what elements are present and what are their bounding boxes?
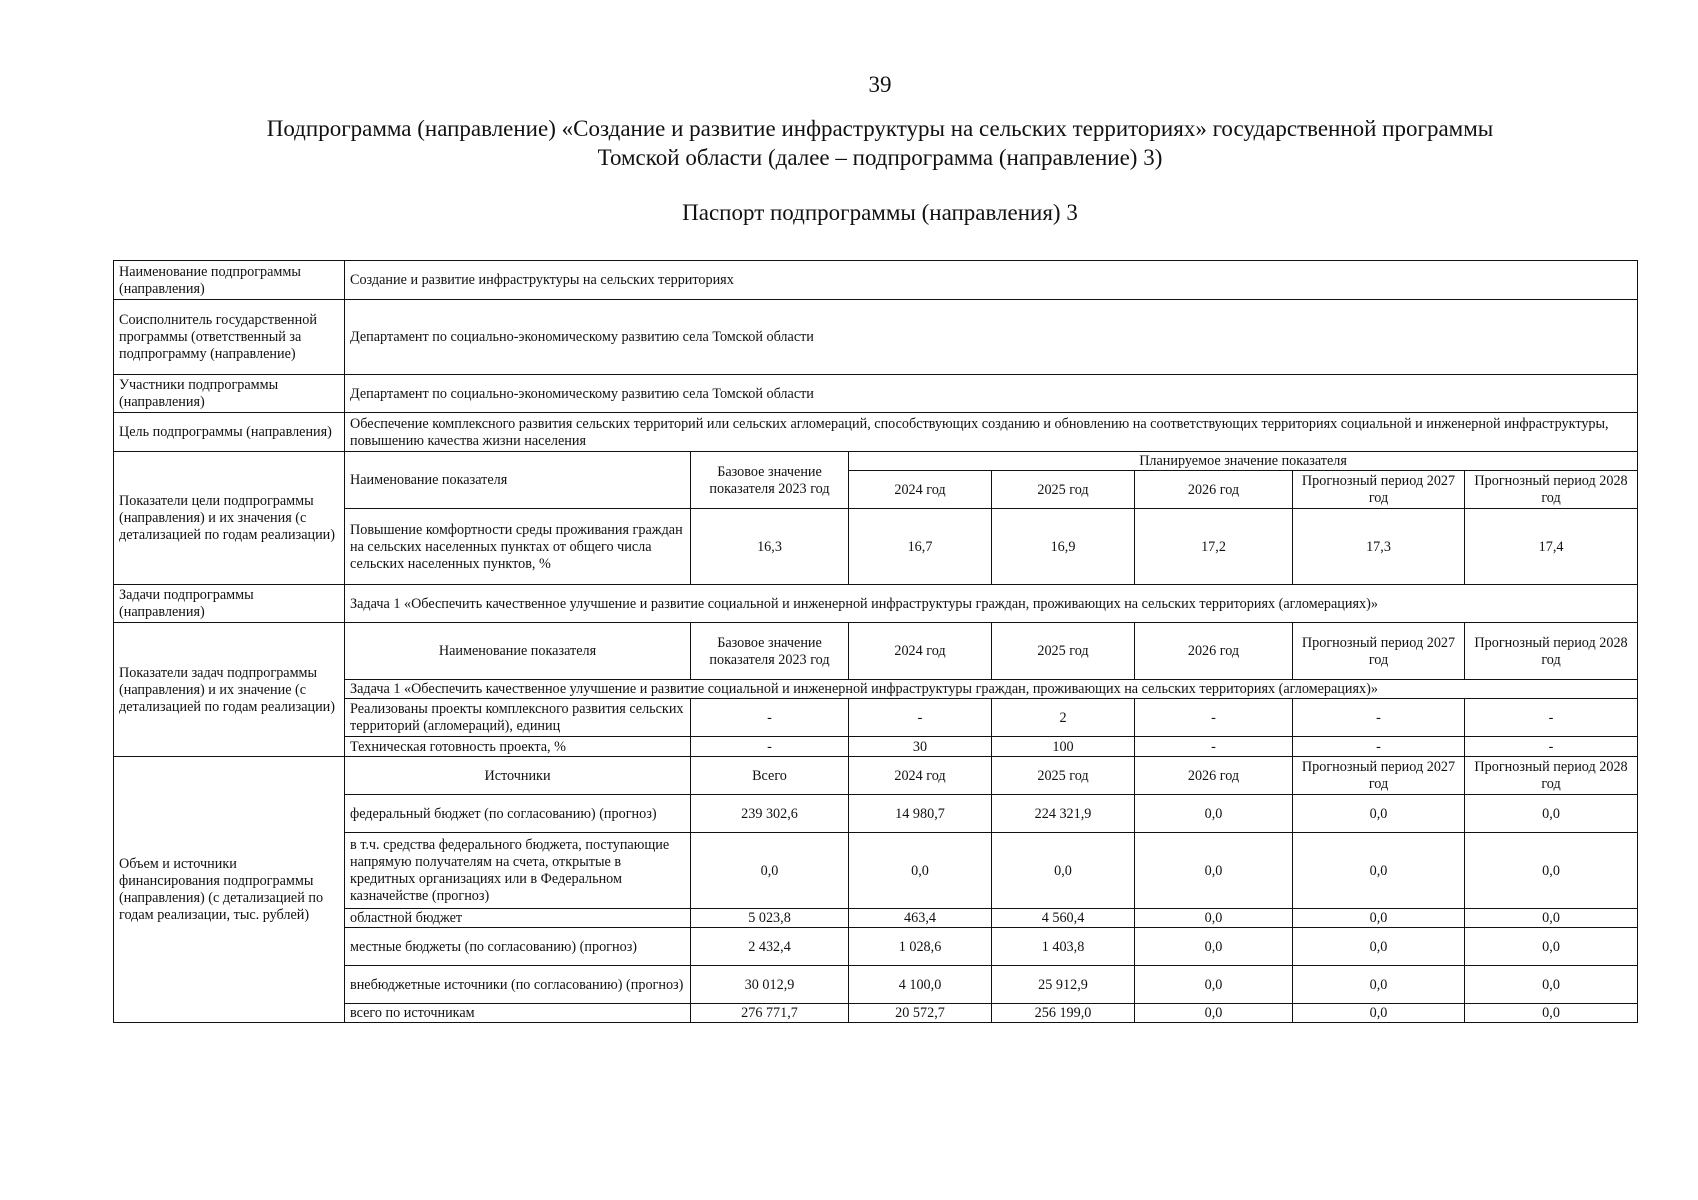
goal-indicators-header-row-1: [114, 452, 1638, 471]
task-ind-header-2028: Прогнозный период 2028 год: [1465, 623, 1638, 680]
fin-header-2026: 2026 год: [1135, 757, 1293, 795]
label-task-indicators: Показатели задач подпрограммы (направления) и их значение (с детализацией по годам реализации): [114, 623, 345, 757]
passport-table: [113, 260, 1638, 1023]
fin-2028: 0,0: [1465, 833, 1638, 909]
task-ind-header-2027: Прогнозный период 2027 год: [1293, 623, 1465, 680]
task-ind-name: Реализованы проекты комплексного развития сельских территорий (агломераций), единиц: [345, 699, 691, 737]
task-ind-2025: 100: [992, 737, 1135, 757]
fin-2025: 25 912,9: [992, 966, 1135, 1004]
fin-2027: 0,0: [1293, 909, 1465, 928]
label-goal-indicators: Показатели цели подпрограммы (направления) и их значения (с детализацией по годам реализации): [114, 452, 345, 585]
label-financing: Объем и источники финансирования подпрограммы (направления) (с детализацией по годам реализации, тыс. рублей): [114, 757, 345, 1023]
fin-2024: 4 100,0: [849, 966, 992, 1004]
fin-total: 0,0: [691, 833, 849, 909]
task-ind-header-2024: 2024 год: [849, 623, 992, 680]
fin-total: 239 302,6: [691, 795, 849, 833]
fin-2027: 0,0: [1293, 928, 1465, 966]
fin-2024: 20 572,7: [849, 1004, 992, 1023]
fin-2027: 0,0: [1293, 795, 1465, 833]
goal-ind-name: Повышение комфортности среды проживания граждан на сельских населенных пунктах от общего числа сельских населенных пунктов, %: [345, 509, 691, 585]
fin-total: 276 771,7: [691, 1004, 849, 1023]
fin-2025: 1 403,8: [992, 928, 1135, 966]
task-ind-task-text: Задача 1 «Обеспечить качественное улучшение и развитие социальной и инженерной инфраструктуры граждан, проживающих на сельских территориях (агломерациях)»: [345, 680, 1638, 699]
title-line-1: Подпрограмма (направление) «Создание и развитие инфраструктуры на сельских территориях» государственной программы: [266, 116, 1494, 141]
fin-2026: 0,0: [1135, 909, 1293, 928]
fin-2024: 1 028,6: [849, 928, 992, 966]
goal-ind-2027: 17,3: [1293, 509, 1465, 585]
task-indicators-header-row: [114, 623, 1638, 680]
task-ind-header-base: Базовое значение показателя 2023 год: [691, 623, 849, 680]
fin-header-2028: Прогнозный период 2028 год: [1465, 757, 1638, 795]
goal-ind-header-2024: 2024 год: [849, 471, 992, 509]
task-ind-2026: -: [1135, 699, 1293, 737]
value-name: Создание и развитие инфраструктуры на сельских территориях: [345, 261, 1638, 300]
fin-2028: 0,0: [1465, 1004, 1638, 1023]
fin-source-name: федеральный бюджет (по согласованию) (прогноз): [345, 795, 691, 833]
fin-2027: 0,0: [1293, 833, 1465, 909]
label-coexecutor: Соисполнитель государственной программы (ответственный за подпрограмму (направление): [114, 300, 345, 375]
fin-2028: 0,0: [1465, 795, 1638, 833]
goal-ind-2025: 16,9: [992, 509, 1135, 585]
fin-2026: 0,0: [1135, 795, 1293, 833]
task-ind-header-name: Наименование показателя: [345, 623, 691, 680]
task-ind-2025: 2: [992, 699, 1135, 737]
row-goal: [114, 413, 1638, 452]
row-participants: [114, 375, 1638, 413]
fin-header-2024: 2024 год: [849, 757, 992, 795]
value-participants: Департамент по социально-экономическому развитию села Томской области: [345, 375, 1638, 413]
task-ind-base: -: [691, 699, 849, 737]
fin-source-name: внебюджетные источники (по согласованию) (прогноз): [345, 966, 691, 1004]
fin-source-name: местные бюджеты (по согласованию) (прогноз): [345, 928, 691, 966]
value-coexecutor: Департамент по социально-экономическому развитию села Томской области: [345, 300, 1638, 375]
label-goal: Цель подпрограммы (направления): [114, 413, 345, 452]
goal-ind-header-planned: Планируемое значение показателя: [849, 452, 1638, 471]
fin-2026: 0,0: [1135, 1004, 1293, 1023]
label-participants: Участники подпрограммы (направления): [114, 375, 345, 413]
goal-ind-header-name: Наименование показателя: [345, 452, 691, 509]
fin-2026: 0,0: [1135, 928, 1293, 966]
task-ind-base: -: [691, 737, 849, 757]
page-number: 39: [868, 72, 892, 97]
fin-source-name: областной бюджет: [345, 909, 691, 928]
fin-2026: 0,0: [1135, 833, 1293, 909]
fin-source-name: в т.ч. средства федерального бюджета, поступающие напрямую получателям на счета, открытые в кредитных организациях или в Федеральном казначействе (прогноз): [345, 833, 691, 909]
row-coexecutor: [114, 300, 1638, 375]
document-title: [200, 114, 1560, 172]
fin-2025: 4 560,4: [992, 909, 1135, 928]
task-ind-2024: 30: [849, 737, 992, 757]
fin-header-2027: Прогнозный период 2027 год: [1293, 757, 1465, 795]
goal-ind-header-base: Базовое значение показателя 2023 год: [691, 452, 849, 509]
fin-header-total: Всего: [691, 757, 849, 795]
goal-ind-header-2026: 2026 год: [1135, 471, 1293, 509]
fin-2024: 463,4: [849, 909, 992, 928]
fin-header-2025: 2025 год: [992, 757, 1135, 795]
task-ind-2027: -: [1293, 737, 1465, 757]
goal-ind-header-2025: 2025 год: [992, 471, 1135, 509]
fin-total: 30 012,9: [691, 966, 849, 1004]
goal-ind-header-2028: Прогнозный период 2028 год: [1465, 471, 1638, 509]
fin-2027: 0,0: [1293, 966, 1465, 1004]
fin-2028: 0,0: [1465, 966, 1638, 1004]
goal-ind-2028: 17,4: [1465, 509, 1638, 585]
task-ind-2028: -: [1465, 737, 1638, 757]
fin-2028: 0,0: [1465, 928, 1638, 966]
label-tasks: Задачи подпрограммы (направления): [114, 585, 345, 623]
fin-2025: 0,0: [992, 833, 1135, 909]
goal-ind-header-2027: Прогнозный период 2027 год: [1293, 471, 1465, 509]
task-ind-2026: -: [1135, 737, 1293, 757]
value-goal: Обеспечение комплексного развития сельских территорий или сельских агломераций, способствующих созданию и обновлению на соответствующих территориях социальной и инженерной инфраструктуры, повышению качества жизни населения: [345, 413, 1638, 452]
fin-2025: 224 321,9: [992, 795, 1135, 833]
goal-ind-base: 16,3: [691, 509, 849, 585]
task-ind-2027: -: [1293, 699, 1465, 737]
financing-header-row: [114, 757, 1638, 795]
fin-2028: 0,0: [1465, 909, 1638, 928]
row-tasks: [114, 585, 1638, 623]
fin-header-sources: Источники: [345, 757, 691, 795]
title-line-2: Томской области (далее – подпрограмма (направление) 3): [597, 145, 1163, 170]
task-ind-2024: -: [849, 699, 992, 737]
goal-ind-2024: 16,7: [849, 509, 992, 585]
row-name: [114, 261, 1638, 300]
fin-2024: 0,0: [849, 833, 992, 909]
goal-ind-2026: 17,2: [1135, 509, 1293, 585]
task-ind-name: Техническая готовность проекта, %: [345, 737, 691, 757]
fin-total: 2 432,4: [691, 928, 849, 966]
fin-2026: 0,0: [1135, 966, 1293, 1004]
label-name: Наименование подпрограммы (направления): [114, 261, 345, 300]
task-ind-header-2025: 2025 год: [992, 623, 1135, 680]
fin-total: 5 023,8: [691, 909, 849, 928]
fin-source-name: всего по источникам: [345, 1004, 691, 1023]
value-tasks: Задача 1 «Обеспечить качественное улучшение и развитие социальной и инженерной инфраструктуры граждан, проживающих на сельских территориях (агломерациях)»: [345, 585, 1638, 623]
fin-2024: 14 980,7: [849, 795, 992, 833]
passport-title: Паспорт подпрограммы (направления) 3: [682, 200, 1078, 225]
fin-2025: 256 199,0: [992, 1004, 1135, 1023]
task-ind-2028: -: [1465, 699, 1638, 737]
fin-2027: 0,0: [1293, 1004, 1465, 1023]
task-ind-header-2026: 2026 год: [1135, 623, 1293, 680]
